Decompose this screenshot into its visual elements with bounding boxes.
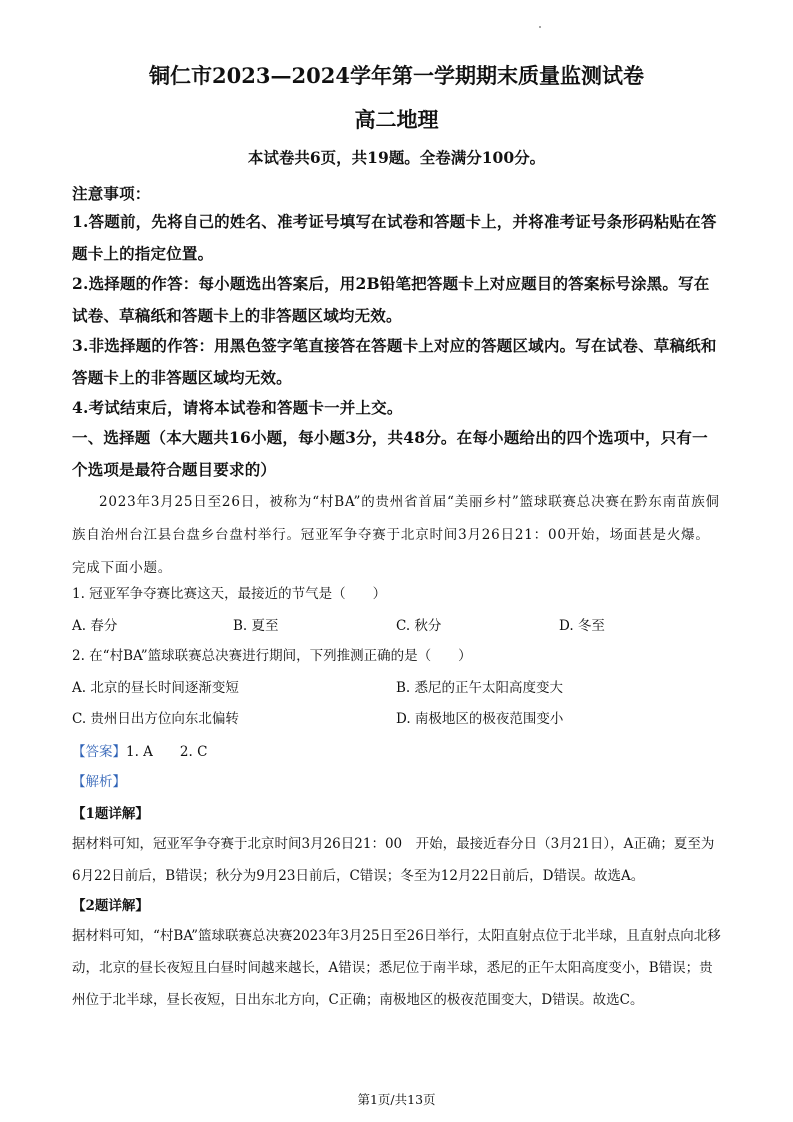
detail-1-text: 据材料可知，冠亚军争夺赛于北京时间3月26日21：00 开始，最接近春分日（3月21日），A正确；夏至为6月22日前后，B错误；秋分为9月23日前后，C错误；冬至为12月22日前后，D错误。故选A。 (72, 836, 715, 884)
detail-2-text: 据材料可知，“村BA”篮球联赛总决赛2023年3月25日至26日举行，太阳直射点位于北半球，且直射点向北移动，北京的昼长夜短且白昼时间越来越长，A错误；悉尼位于南半球，悉尼的正午太阳高度变小，B错误；贵州位于北半球，昼长夜短，日出东北方向，C正确；南极地区的极夜范围变大，D错误。故选C。 (72, 928, 721, 1008)
page-footer: 第1页/共13页 (357, 1092, 436, 1107)
q1-option-a: A. 春分 (72, 618, 118, 634)
material-paragraph: 2023年3月25日至26日，被称为“村BA”的贵州省首届“美丽乡村”篮球联赛总决赛在黔东南苗族侗族自治州台江县台盘乡台盘村举行。冠亚军争夺赛于北京时间3月26日21：00开始，场面甚是火爆。完成下面小题。 (72, 494, 720, 576)
detail-1-heading: 【1题详解】 (72, 806, 149, 822)
subject-title: 高二地理 (354, 107, 439, 132)
q2-option-c: C. 贵州日出方位向东北偏转 (72, 711, 239, 727)
notice-item-2: 2.选择题的作答：每小题选出答案后，用2B铅笔把答题卡上对应题目的答案标号涂黑。写在试卷、草稿纸和答题卡上的非答题区域均无效。 (72, 274, 710, 325)
answer-text: 1. A 2. C (126, 744, 208, 760)
q2-option-a: A. 北京的昼长时间逐渐变短 (72, 680, 239, 696)
exam-title: 铜仁市2023—2024学年第一学期期末质量监测试卷 (149, 63, 644, 88)
q2-option-b: B. 悉尼的正午太阳高度变大 (396, 680, 564, 696)
detail-2-heading: 【2题详解】 (72, 898, 149, 914)
answer-tag: 【答案】 (72, 744, 126, 760)
exam-summary: 本试卷共6页，共19题。全卷满分100分。 (247, 148, 546, 167)
section-heading: 一、选择题（本大题共16小题，每小题3分，共48分。在每小题给出的四个选项中，只有一个选项是最符合题目要求的） (72, 428, 708, 479)
notice-item-3: 3.非选择题的作答：用黑色签字笔直接答在答题卡上对应的答题区域内。写在试卷、草稿纸和答题卡上的非答题区域均无效。 (72, 336, 717, 387)
question-2-stem: 2. 在“村BA”篮球联赛总决赛进行期间，下列推测正确的是（ ） (72, 648, 472, 664)
q1-option-d: D. 冬至 (559, 618, 605, 634)
q1-option-b: B. 夏至 (233, 618, 279, 634)
notice-heading: 注意事项： (72, 184, 151, 203)
question-1-stem: 1. 冠亚军争夺赛比赛这天，最接近的节气是（ ） (72, 586, 387, 602)
speck-mark (539, 26, 541, 28)
answer-line (72, 742, 722, 762)
q1-option-c: C. 秋分 (396, 618, 442, 634)
q2-option-d: D. 南极地区的极夜范围变小 (396, 711, 564, 727)
analysis-tag: 【解析】 (72, 774, 126, 790)
notice-item-1: 1.答题前，先将自己的姓名、准考证号填写在试卷和答题卡上，并将准考证号条形码粘贴在答题卡上的指定位置。 (72, 212, 717, 263)
notice-item-4: 4.考试结束后，请将本试卷和答题卡一并上交。 (72, 398, 403, 417)
